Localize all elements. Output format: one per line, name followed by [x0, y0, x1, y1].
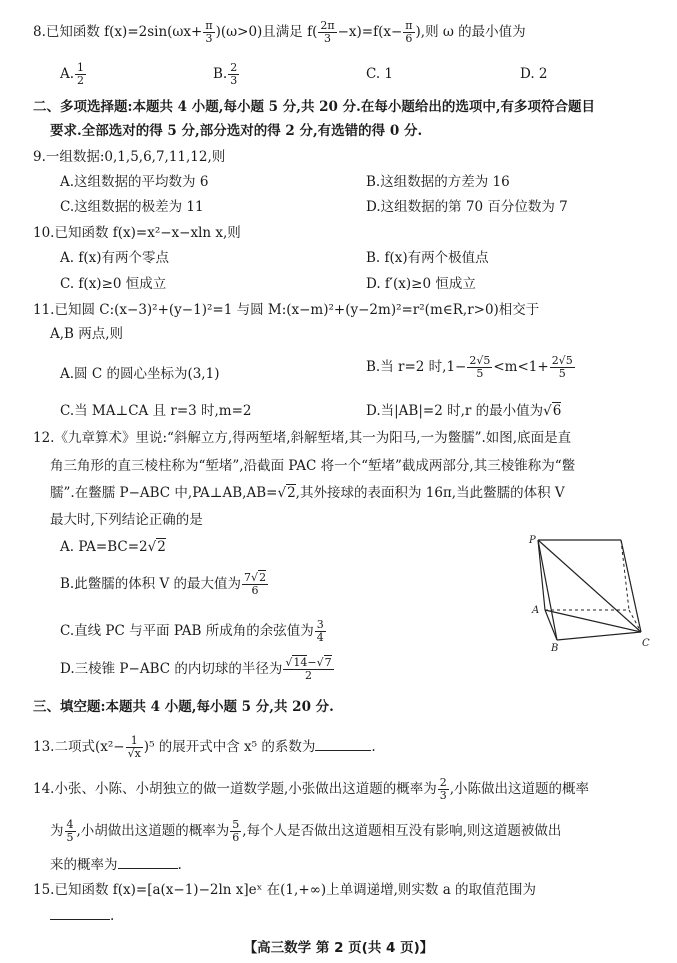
q9-option-d: D.这组数据的第 70 百分位数为 7: [366, 199, 568, 215]
q14-stem-line1: 14.小张、小陈、小胡独立的做一道数学题,小张做出这道题的概率为 $\frac{2}{3}$ ,小陈做出这道题的概率: [33, 776, 590, 802]
q9-option-c: C.这组数据的极差为 11: [60, 199, 204, 215]
q14-answer-blank[interactable]: [118, 868, 178, 869]
q9-option-a: A.这组数据的平均数为 6: [60, 174, 209, 190]
q11-stem-line2: A,B 两点,则: [50, 326, 124, 342]
q15-answer-blank[interactable]: [50, 919, 110, 920]
q10-option-b: B. f(x)有两个极值点: [366, 250, 489, 266]
figure-label-a: A: [532, 605, 540, 616]
section2-heading-line2: 要求.全部选对的得 5 分,部分选对的得 2 分,有选错的得 0 分.: [50, 123, 423, 139]
figure-edge: [557, 632, 641, 640]
q12-option-b: B.此鳖臑的体积 V 的最大值为 $\frac{7√2}{6}$: [60, 571, 267, 597]
section2-heading: 二、多项选择题:本题共 4 小题,每小题 5 分,共 20 分.在每小题给出的选项中,有多项符合题目: [33, 99, 596, 115]
q8-option-b: B. $\frac{2}{3}$: [213, 61, 238, 87]
q12-stem-line3: 臑”.在鳖臑 P−ABC 中,PA⊥AB,AB=√2,其外接球的表面积为 16π,当此鳖臑的体积 V: [50, 485, 565, 501]
q10-option-a: A. f(x)有两个零点: [60, 250, 169, 266]
q12-stem-line1: 12.《九章算术》里说:“斜解立方,得两堑堵,斜解堑堵,其一为阳马,一为鳖臑”.如图,底面是直: [33, 430, 572, 446]
q11-option-b: B.当 r=2 时,1− $\frac{2√5}{5}$ <m<1+ $\frac{2√5}{5}$: [366, 354, 573, 380]
figure-label-b: B: [551, 643, 559, 654]
page-footer: 【高三数学 第 2 页(共 4 页)】: [243, 940, 434, 956]
q11-option-a: A.圆 C 的圆心坐标为(3,1): [60, 366, 220, 382]
section3-heading: 三、填空题:本题共 4 小题,每小题 5 分,共 20 分.: [33, 699, 334, 715]
q10-option-d: D. f′(x)≥0 恒成立: [366, 276, 476, 292]
q8-stem: 8.已知函数 f(x)=2sin(ωx+ $\frac{\pi}{3}$ )(ω>0)且满足 f( $\frac{2\pi}{3}$ −x)=f(x− $\frac{\pi}{6}$ ),则 ω 的最小值为: [33, 19, 526, 45]
q12-stem-line2: 角三角形的直三棱柱称为“堑堵”,沿截面 PAC 将一个“堑堵”截成两部分,其三棱锥称为“鳖: [50, 458, 576, 474]
q15-stem-line2: .: [50, 906, 114, 926]
q10-option-c: C. f(x)≥0 恒成立: [60, 276, 167, 292]
q15-stem: 15.已知函数 f(x)=[a(x−1)−2ln x]eˣ 在(1,+∞)上单调递增,则实数 a 的取值范围为: [33, 882, 537, 898]
q10-stem: 10.已知函数 f(x)=x²−x−xln x,则: [33, 225, 241, 241]
figure-label-p: P: [529, 535, 536, 546]
figure-edge-pa: [538, 540, 545, 610]
q8-option-d: D. 2: [520, 66, 548, 82]
figure-hidden-edge: [621, 540, 629, 610]
figure-edge: [545, 610, 557, 640]
q12-stem-line4: 最大时,下列结论正确的是: [50, 512, 203, 528]
q11-stem: 11.已知圆 C:(x−3)²+(y−1)²=1 与圆 M:(x−m)²+(y−2m)²=r²(m∈R,r>0)相交于: [33, 302, 540, 318]
q9-stem: 9.一组数据:0,1,5,6,7,11,12,则: [33, 149, 226, 165]
q9-option-b: B.这组数据的方差为 16: [366, 174, 510, 190]
q14-stem-line3: 来的概率为 .: [50, 857, 182, 873]
figure-edge: [545, 610, 641, 632]
q11-option-d: D.当|AB|=2 时,r 的最小值为√6: [366, 403, 562, 419]
q11-option-c: C.当 MA⊥CA 且 r=3 时,m=2: [60, 403, 252, 419]
figure-label-c: C: [642, 638, 650, 649]
q13-stem: 13.二项式(x²− $\frac{1}{√x}$ )⁵ 的展开式中含 x⁵ 的系数为 .: [33, 734, 376, 760]
q8-option-c: C. 1: [366, 66, 394, 82]
q12-option-d: D.三棱锥 P−ABC 的内切球的半径为 $\frac{√14-√7}{2}$: [60, 656, 332, 682]
q14-stem-line2: 为 $\frac{4}{5}$ ,小胡做出这道题的概率为 $\frac{5}{6}$ ,每个人是否做出这道题相互没有影响,则这道题被做出: [50, 818, 562, 844]
q12-option-a: A. PA=BC=2√2: [60, 539, 166, 555]
q8-option-a: A. $\frac{1}{2}$: [60, 61, 85, 87]
q12-option-c: C.直线 PC 与平面 PAB 所成角的余弦值为 $\frac{3}{4}$: [60, 618, 324, 644]
figure-edge: [621, 540, 641, 632]
q12-prism-figure: [525, 532, 655, 654]
q13-answer-blank[interactable]: [315, 750, 371, 751]
